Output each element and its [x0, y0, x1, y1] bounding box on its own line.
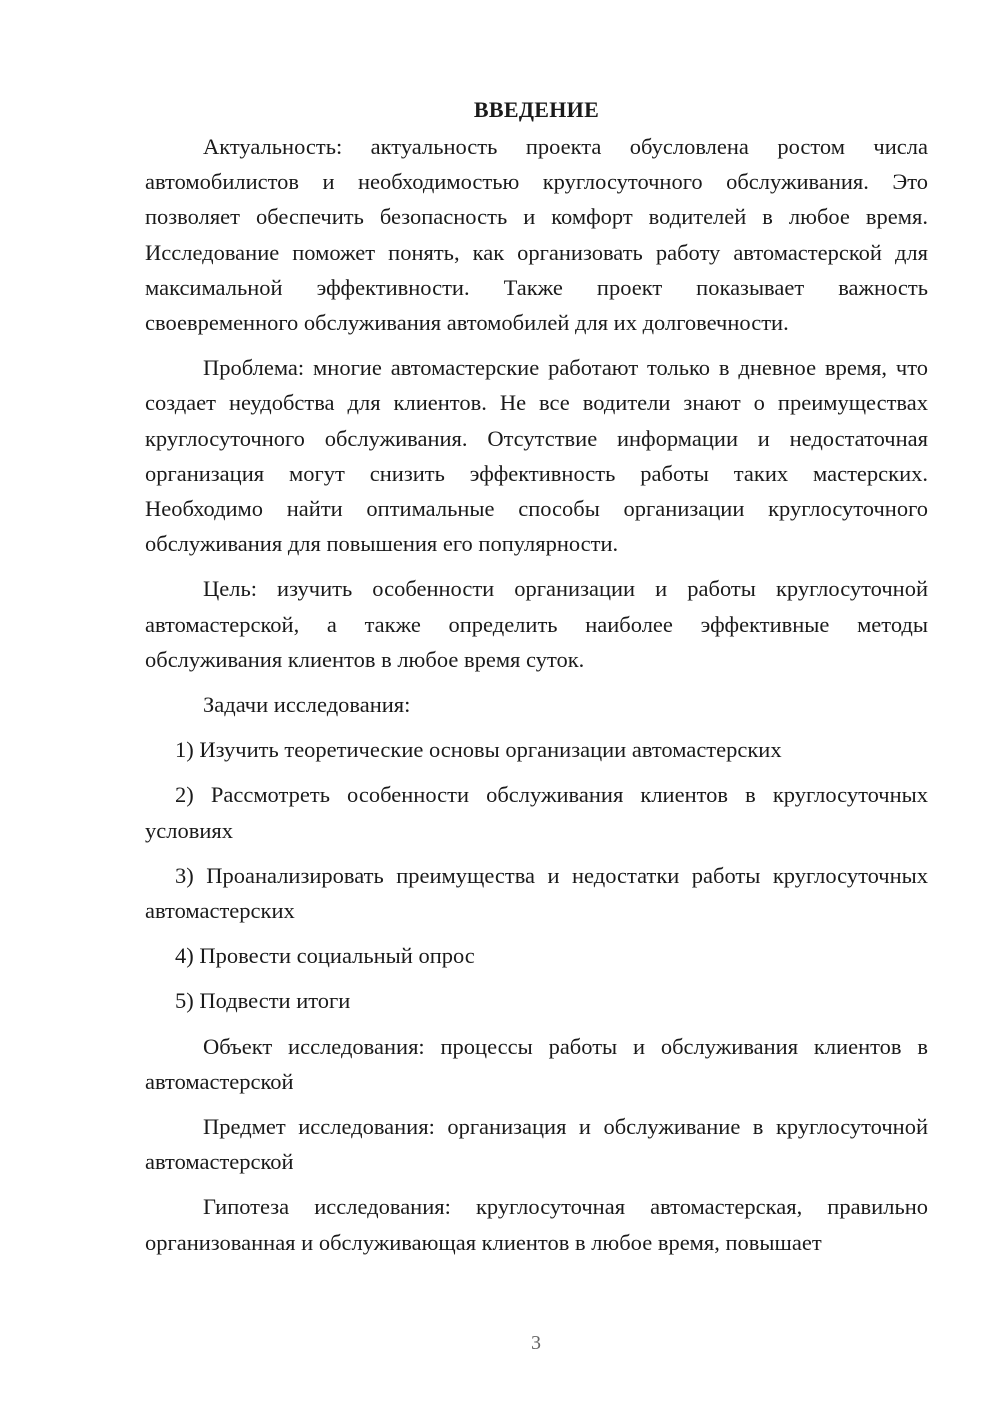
- document-page: [145, 95, 928, 1270]
- page-number: 3: [531, 1332, 541, 1354]
- paragraph-problem: Проблема: многие автомастерские работают только в дневное время, что создает неудобства для клиентов. Не все водители знают о преимуществах круглосуточного обслуживания. Отсутствие информации и недостаточная организация могут снизить эффективность работы таких мастерских. Необходимо найти оптимальные способы организации круглосуточного обслуживания для повышения его популярности.: [145, 355, 928, 557]
- paragraph-hypothesis: Гипотеза исследования: круглосуточная автомастерская, правильно организованная и обслуживающая клиентов в любое время, повышает: [145, 1194, 928, 1255]
- paragraph-object: Объект исследования: процессы работы и обслуживания клиентов в автомастерской: [145, 1033, 928, 1094]
- paragraph-relevance: Актуальность: актуальность проекта обусловлена ростом числа автомобилистов и необходимостью круглосуточного обслуживания. Это позволяет обеспечить безопасность и комфорт водителей в любое время. Исследование поможет понять, как организовать работу автомастерской для максимальной эффективности. Также проект показывает важность своевременного обслуживания автомобилей для их долговечности.: [145, 134, 928, 336]
- list-item: 1) Изучить теоретические основы организации автомастерских: [175, 737, 782, 763]
- list-item: 3) Проанализировать преимущества и недостатки работы круглосуточных автомастерских: [145, 862, 928, 924]
- section-heading: ВВЕДЕНИЕ: [473, 97, 600, 122]
- tasks-list: [145, 732, 928, 1018]
- paragraph-subject: Предмет исследования: организация и обслуживание в круглосуточной автомастерской: [145, 1114, 928, 1175]
- tasks-title: Задачи исследования:: [203, 692, 411, 718]
- list-item: 5) Подвести итоги: [175, 988, 351, 1014]
- list-item: 4) Провести социальный опрос: [175, 943, 475, 969]
- list-item: 2) Рассмотреть особенности обслуживания клиентов в круглосуточных условиях: [145, 782, 928, 843]
- paragraph-goal: Цель: изучить особенности организации и работы круглосуточной автомастерской, а также определить наиболее эффективные методы обслуживания клиентов в любое время суток.: [145, 576, 928, 672]
